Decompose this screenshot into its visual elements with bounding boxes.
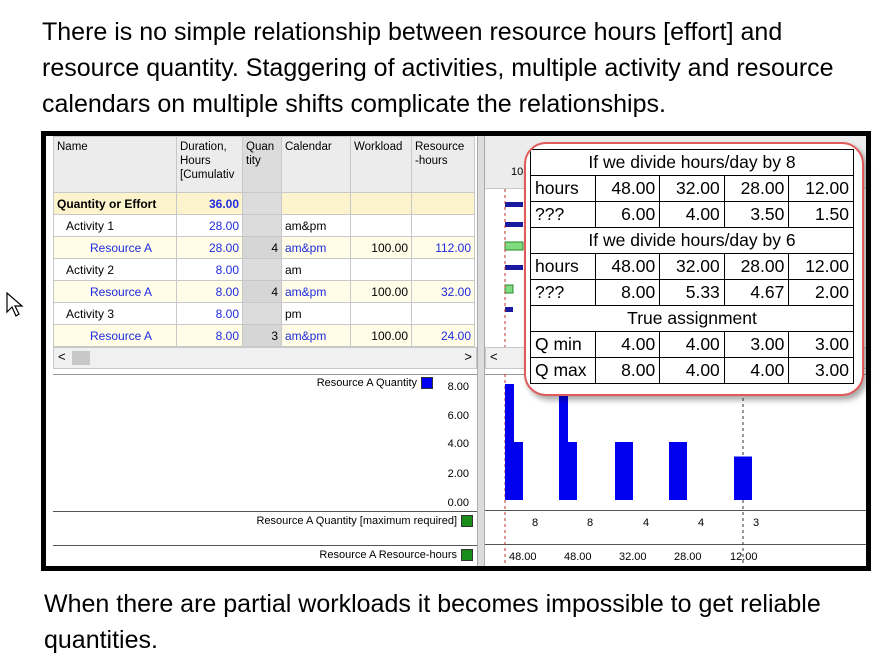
cell-resource-hours: 112.00: [412, 237, 475, 259]
gantt-bar-activity-2[interactable]: [505, 265, 523, 270]
histogram-bar: [669, 442, 678, 500]
cell-duration: 8.00: [177, 325, 243, 347]
gantt-bar-resource-a-2[interactable]: [505, 285, 513, 293]
histogram-bar: [624, 442, 633, 500]
scroll-thumb[interactable]: [72, 351, 90, 365]
histogram-bar: [743, 457, 752, 501]
gantt-bar-summary[interactable]: [505, 202, 523, 207]
cell-value: 4.00: [724, 358, 789, 384]
cell-quantity: [243, 193, 282, 215]
cell-name: Quantity or Effort: [54, 193, 177, 215]
cell-workload: [351, 303, 412, 325]
cell-value: 32.00: [660, 176, 725, 202]
legend-swatch: [461, 549, 473, 561]
cell-name: Activity 1: [54, 215, 177, 237]
mouse-pointer-icon: [6, 292, 24, 318]
legend-swatch: [461, 515, 473, 527]
cell-resource-hours: 24.00: [412, 325, 475, 347]
table-row[interactable]: [54, 215, 475, 237]
slide-heading: There is no simple relationship between resource hours [effort] and resource quantity. Staggering of activities, multiple activity and resource calendars on multiple shifts complicate the relationships.: [42, 18, 834, 118]
slide-footer: When there are partial workloads it becomes impossible to get reliable quantities.: [44, 590, 821, 654]
cell-value: 5.33: [660, 280, 725, 306]
cell-workload: [351, 215, 412, 237]
table-row[interactable]: [54, 325, 475, 347]
max-qty-value: 8: [587, 517, 594, 529]
column-header-resource-hours[interactable]: Resource -hours: [412, 137, 475, 193]
legend-swatch: [421, 377, 433, 389]
cell-name: Resource A: [54, 281, 177, 303]
cell-duration: 36.00: [177, 193, 243, 215]
cell-value: 28.00: [724, 176, 789, 202]
cell-value: 4.00: [595, 332, 660, 358]
cell-value: 48.00: [595, 176, 660, 202]
gantt-bar-activity-1[interactable]: [505, 222, 523, 227]
histogram-legend: Resource A Quantity: [317, 377, 433, 389]
cell-duration: 28.00: [177, 237, 243, 259]
y-tick: 8.00: [447, 381, 469, 393]
cell-workload: [351, 193, 412, 215]
cell-resource-hours: [412, 303, 475, 325]
column-header-duration[interactable]: Duration, Hours [Cumulativ: [177, 137, 243, 193]
cell-quantity: [243, 259, 282, 281]
cell-resource-hours: [412, 215, 475, 237]
cell-workload: 100.00: [351, 237, 412, 259]
resource-hours-value: 12.00: [730, 551, 758, 563]
column-header-workload[interactable]: Workload: [351, 137, 412, 193]
table-row[interactable]: [54, 259, 475, 281]
cell-value: 2.00: [789, 280, 854, 306]
timescale-tick: 10: [511, 166, 524, 178]
max-qty-value: 3: [753, 517, 760, 529]
cell-value: 3.00: [724, 332, 789, 358]
scroll-right-button[interactable]: >: [464, 349, 472, 364]
y-tick: 2.00: [447, 468, 469, 480]
grid-horizontal-scrollbar[interactable]: [53, 347, 477, 369]
cell-name: Resource A: [54, 325, 177, 347]
pane-splitter[interactable]: [477, 136, 485, 566]
max-qty-value: 4: [643, 517, 650, 529]
callout-box: [524, 142, 864, 396]
section-title: If we divide hours/day by 8: [531, 150, 854, 176]
row-label: ???: [531, 202, 596, 228]
table-row[interactable]: [54, 303, 475, 325]
table-row: [531, 332, 854, 358]
gantt-bar-activity-3[interactable]: [505, 307, 513, 312]
resource-hours-value: 32.00: [619, 551, 647, 563]
cell-value: 4.00: [660, 358, 725, 384]
cell-value: 3.50: [724, 202, 789, 228]
cell-workload: [351, 259, 412, 281]
cell-value: 8.00: [595, 358, 660, 384]
cell-calendar: pm: [282, 303, 351, 325]
cell-value: 6.00: [595, 202, 660, 228]
cell-calendar: am&pm: [282, 325, 351, 347]
cell-duration: 8.00: [177, 281, 243, 303]
column-header-name[interactable]: Name: [54, 137, 177, 193]
cell-value: 12.00: [789, 254, 854, 280]
cell-value: 32.00: [660, 254, 725, 280]
cell-value: 4.00: [660, 202, 725, 228]
cell-workload: 100.00: [351, 325, 412, 347]
histogram-bar: [734, 457, 743, 501]
row-label: hours: [531, 254, 596, 280]
cell-quantity: 4: [243, 281, 282, 303]
cell-calendar: am: [282, 259, 351, 281]
histogram-bar: [514, 442, 523, 500]
cell-value: 12.00: [789, 176, 854, 202]
cell-calendar: [282, 193, 351, 215]
table-row[interactable]: [54, 237, 475, 259]
table-row: [531, 280, 854, 306]
column-header-quantity[interactable]: Quan tity: [243, 137, 282, 193]
row-label-max-quantity: Resource A Quantity [maximum required]: [256, 515, 473, 527]
table-row: [531, 176, 854, 202]
cell-resource-hours: [412, 259, 475, 281]
y-tick: 0.00: [447, 497, 469, 509]
cell-duration: 8.00: [177, 259, 243, 281]
cell-quantity: [243, 303, 282, 325]
histogram-bar: [678, 442, 687, 500]
row-label-resource-hours: Resource A Resource-hours: [319, 549, 473, 561]
max-qty-value: 8: [532, 517, 539, 529]
histogram-legend-pane: [53, 374, 477, 565]
cell-duration: 28.00: [177, 215, 243, 237]
cell-value: 1.50: [789, 202, 854, 228]
resource-hours-value: 48.00: [509, 551, 537, 563]
row-label: Q min: [531, 332, 596, 358]
cell-quantity: 4: [243, 237, 282, 259]
histogram-bar: [615, 442, 624, 500]
scroll-left-button[interactable]: <: [490, 349, 498, 364]
cell-name: Activity 3: [54, 303, 177, 325]
cell-value: 3.00: [789, 332, 854, 358]
row-label: hours: [531, 176, 596, 202]
table-row[interactable]: [54, 193, 475, 215]
row-label: ???: [531, 280, 596, 306]
cell-quantity: [243, 215, 282, 237]
cell-value: 48.00: [595, 254, 660, 280]
cell-name: Resource A: [54, 237, 177, 259]
table-row[interactable]: [54, 281, 475, 303]
cell-value: 8.00: [595, 280, 660, 306]
section-title: True assignment: [531, 306, 854, 332]
cell-calendar: am&pm: [282, 237, 351, 259]
histogram-bar: [568, 442, 577, 500]
cell-value: 4.00: [660, 332, 725, 358]
cell-value: 3.00: [789, 358, 854, 384]
cell-resource-hours: 32.00: [412, 281, 475, 303]
gantt-bar-resource-a-1[interactable]: [505, 242, 523, 250]
section-title: If we divide hours/day by 6: [531, 228, 854, 254]
table-row: [531, 358, 854, 384]
cell-calendar: am&pm: [282, 281, 351, 303]
activity-grid: [53, 136, 475, 347]
cell-value: 28.00: [724, 254, 789, 280]
cell-resource-hours: [412, 193, 475, 215]
resource-hours-value: 48.00: [564, 551, 592, 563]
max-qty-value: 4: [698, 517, 705, 529]
resource-hours-value: 28.00: [674, 551, 702, 563]
scroll-left-button[interactable]: <: [58, 349, 66, 364]
cell-name: Activity 2: [54, 259, 177, 281]
cell-duration: 8.00: [177, 303, 243, 325]
row-label: Q max: [531, 358, 596, 384]
column-header-calendar[interactable]: Calendar: [282, 137, 351, 193]
table-row: [531, 202, 854, 228]
cell-quantity: 3: [243, 325, 282, 347]
cell-value: 4.67: [724, 280, 789, 306]
cell-calendar: am&pm: [282, 215, 351, 237]
table-row: [531, 254, 854, 280]
histogram-bar: [559, 384, 568, 500]
cell-workload: 100.00: [351, 281, 412, 303]
y-tick: 4.00: [447, 438, 469, 450]
histogram-bar: [505, 384, 514, 500]
callout-table: [530, 149, 854, 384]
y-tick: 6.00: [447, 410, 469, 422]
resource-histogram: [485, 374, 866, 564]
